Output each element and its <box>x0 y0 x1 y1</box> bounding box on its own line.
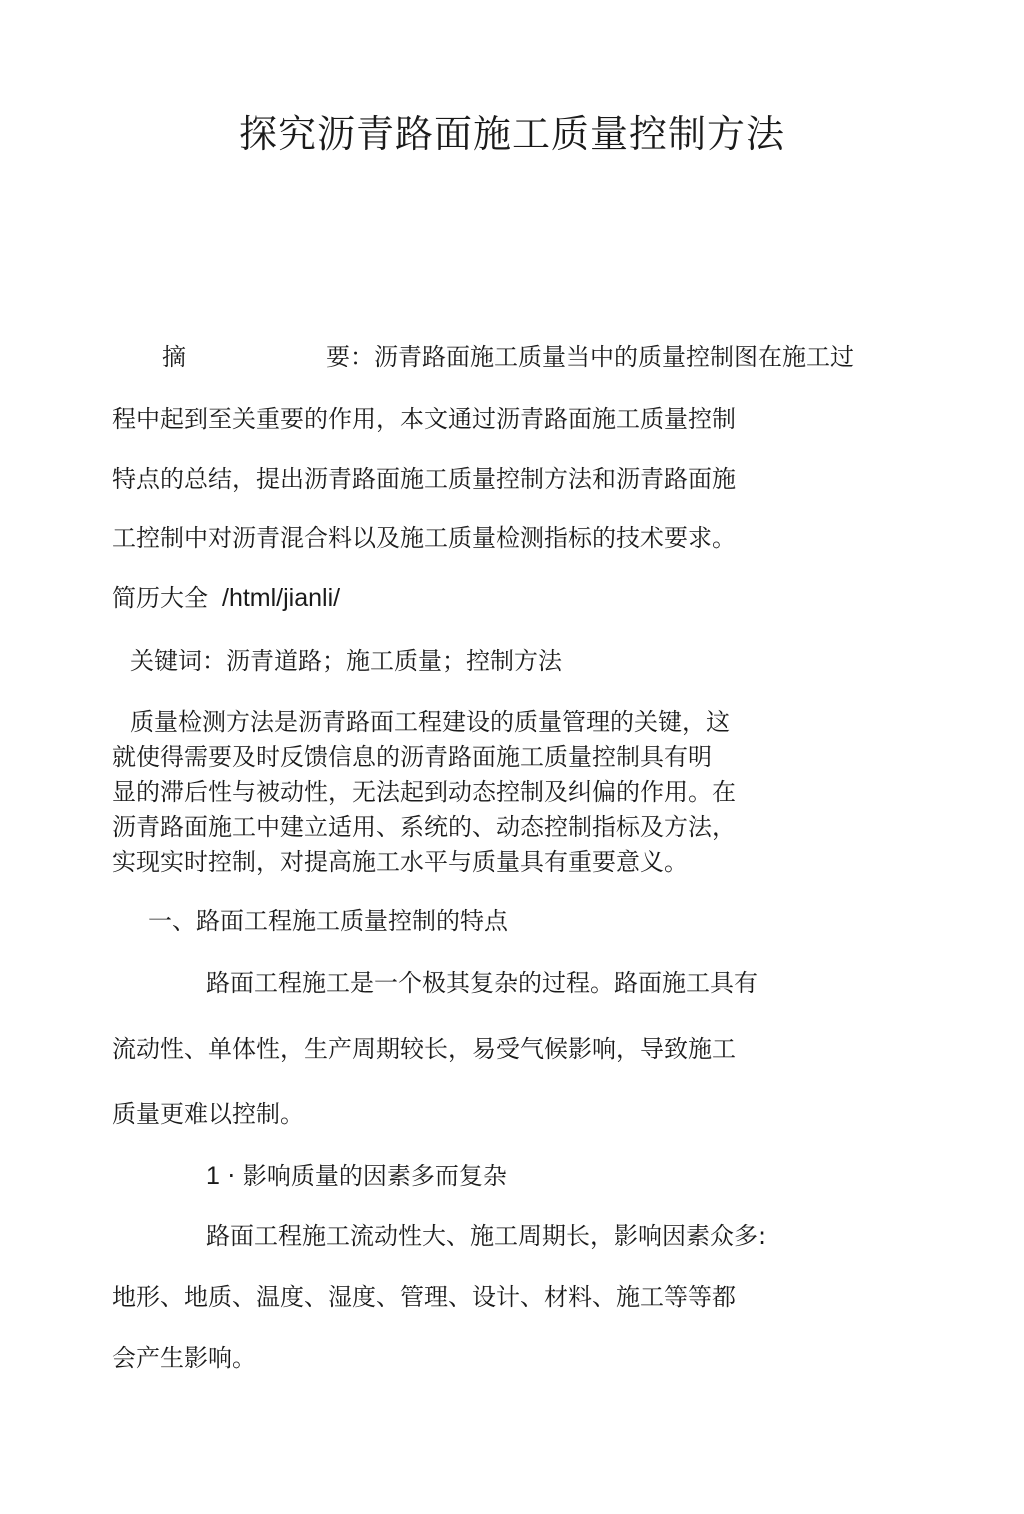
subsection-1-line-3: 会产生影响。 <box>112 1344 256 1372</box>
subsection-1-line-1: 路面工程施工流动性大、施工周期长，影响因素众多: <box>206 1222 767 1250</box>
document-title: 探究沥青路面施工质量控制方法 <box>238 112 785 156</box>
subsection-1-line-2: 地形、地质、温度、湿度、管理、设计、材料、施工等等都 <box>112 1283 736 1311</box>
section-1-line-1: 路面工程施工是一个极其复杂的过程。路面施工具有 <box>206 969 758 997</box>
section-1-heading: 一、路面工程施工质量控制的特点 <box>148 907 508 935</box>
abstract-line-1 <box>162 341 854 373</box>
intro-line-1: 质量检测方法是沥青路面工程建设的质量管理的关键，这 <box>130 708 730 736</box>
subsection-1-number: 1 <box>206 1162 220 1190</box>
resume-url: /html/jianli/ <box>222 584 341 612</box>
subsection-1-title: 影响质量的因素多而复杂 <box>242 1162 507 1190</box>
section-1-line-3: 质量更难以控制。 <box>112 1100 304 1128</box>
subsection-1-separator: · <box>227 1162 236 1190</box>
abstract-label-zhai: 摘 <box>162 343 186 371</box>
abstract-line-4: 工控制中对沥青混合料以及施工质量检测指标的技术要求。 <box>112 524 736 552</box>
subsection-1-heading <box>206 1160 507 1192</box>
abstract-line-2: 程中起到至关重要的作用，本文通过沥青路面施工质量控制 <box>112 405 736 433</box>
intro-line-4: 沥青路面施工中建立适用、系统的、动态控制指标及方法， <box>112 813 736 841</box>
abstract-line-3: 特点的总结，提出沥青路面施工质量控制方法和沥青路面施 <box>112 465 736 493</box>
intro-line-5: 实现实时控制，对提高施工水平与质量具有重要意义。 <box>112 848 688 876</box>
intro-line-3: 显的滞后性与被动性，无法起到动态控制及纠偏的作用。在 <box>112 778 736 806</box>
resume-line <box>112 582 340 614</box>
abstract-line-1-text: 要：沥青路面施工质量当中的质量控制图在施工过 <box>326 343 854 371</box>
keywords-line: 关键词：沥青道路；施工质量；控制方法 <box>130 647 562 675</box>
section-1-line-2: 流动性、单体性，生产周期较长，易受气候影响，导致施工 <box>112 1035 736 1063</box>
resume-label: 简历大全 <box>112 584 208 612</box>
intro-line-2: 就使得需要及时反馈信息的沥青路面施工质量控制具有明 <box>112 743 712 771</box>
